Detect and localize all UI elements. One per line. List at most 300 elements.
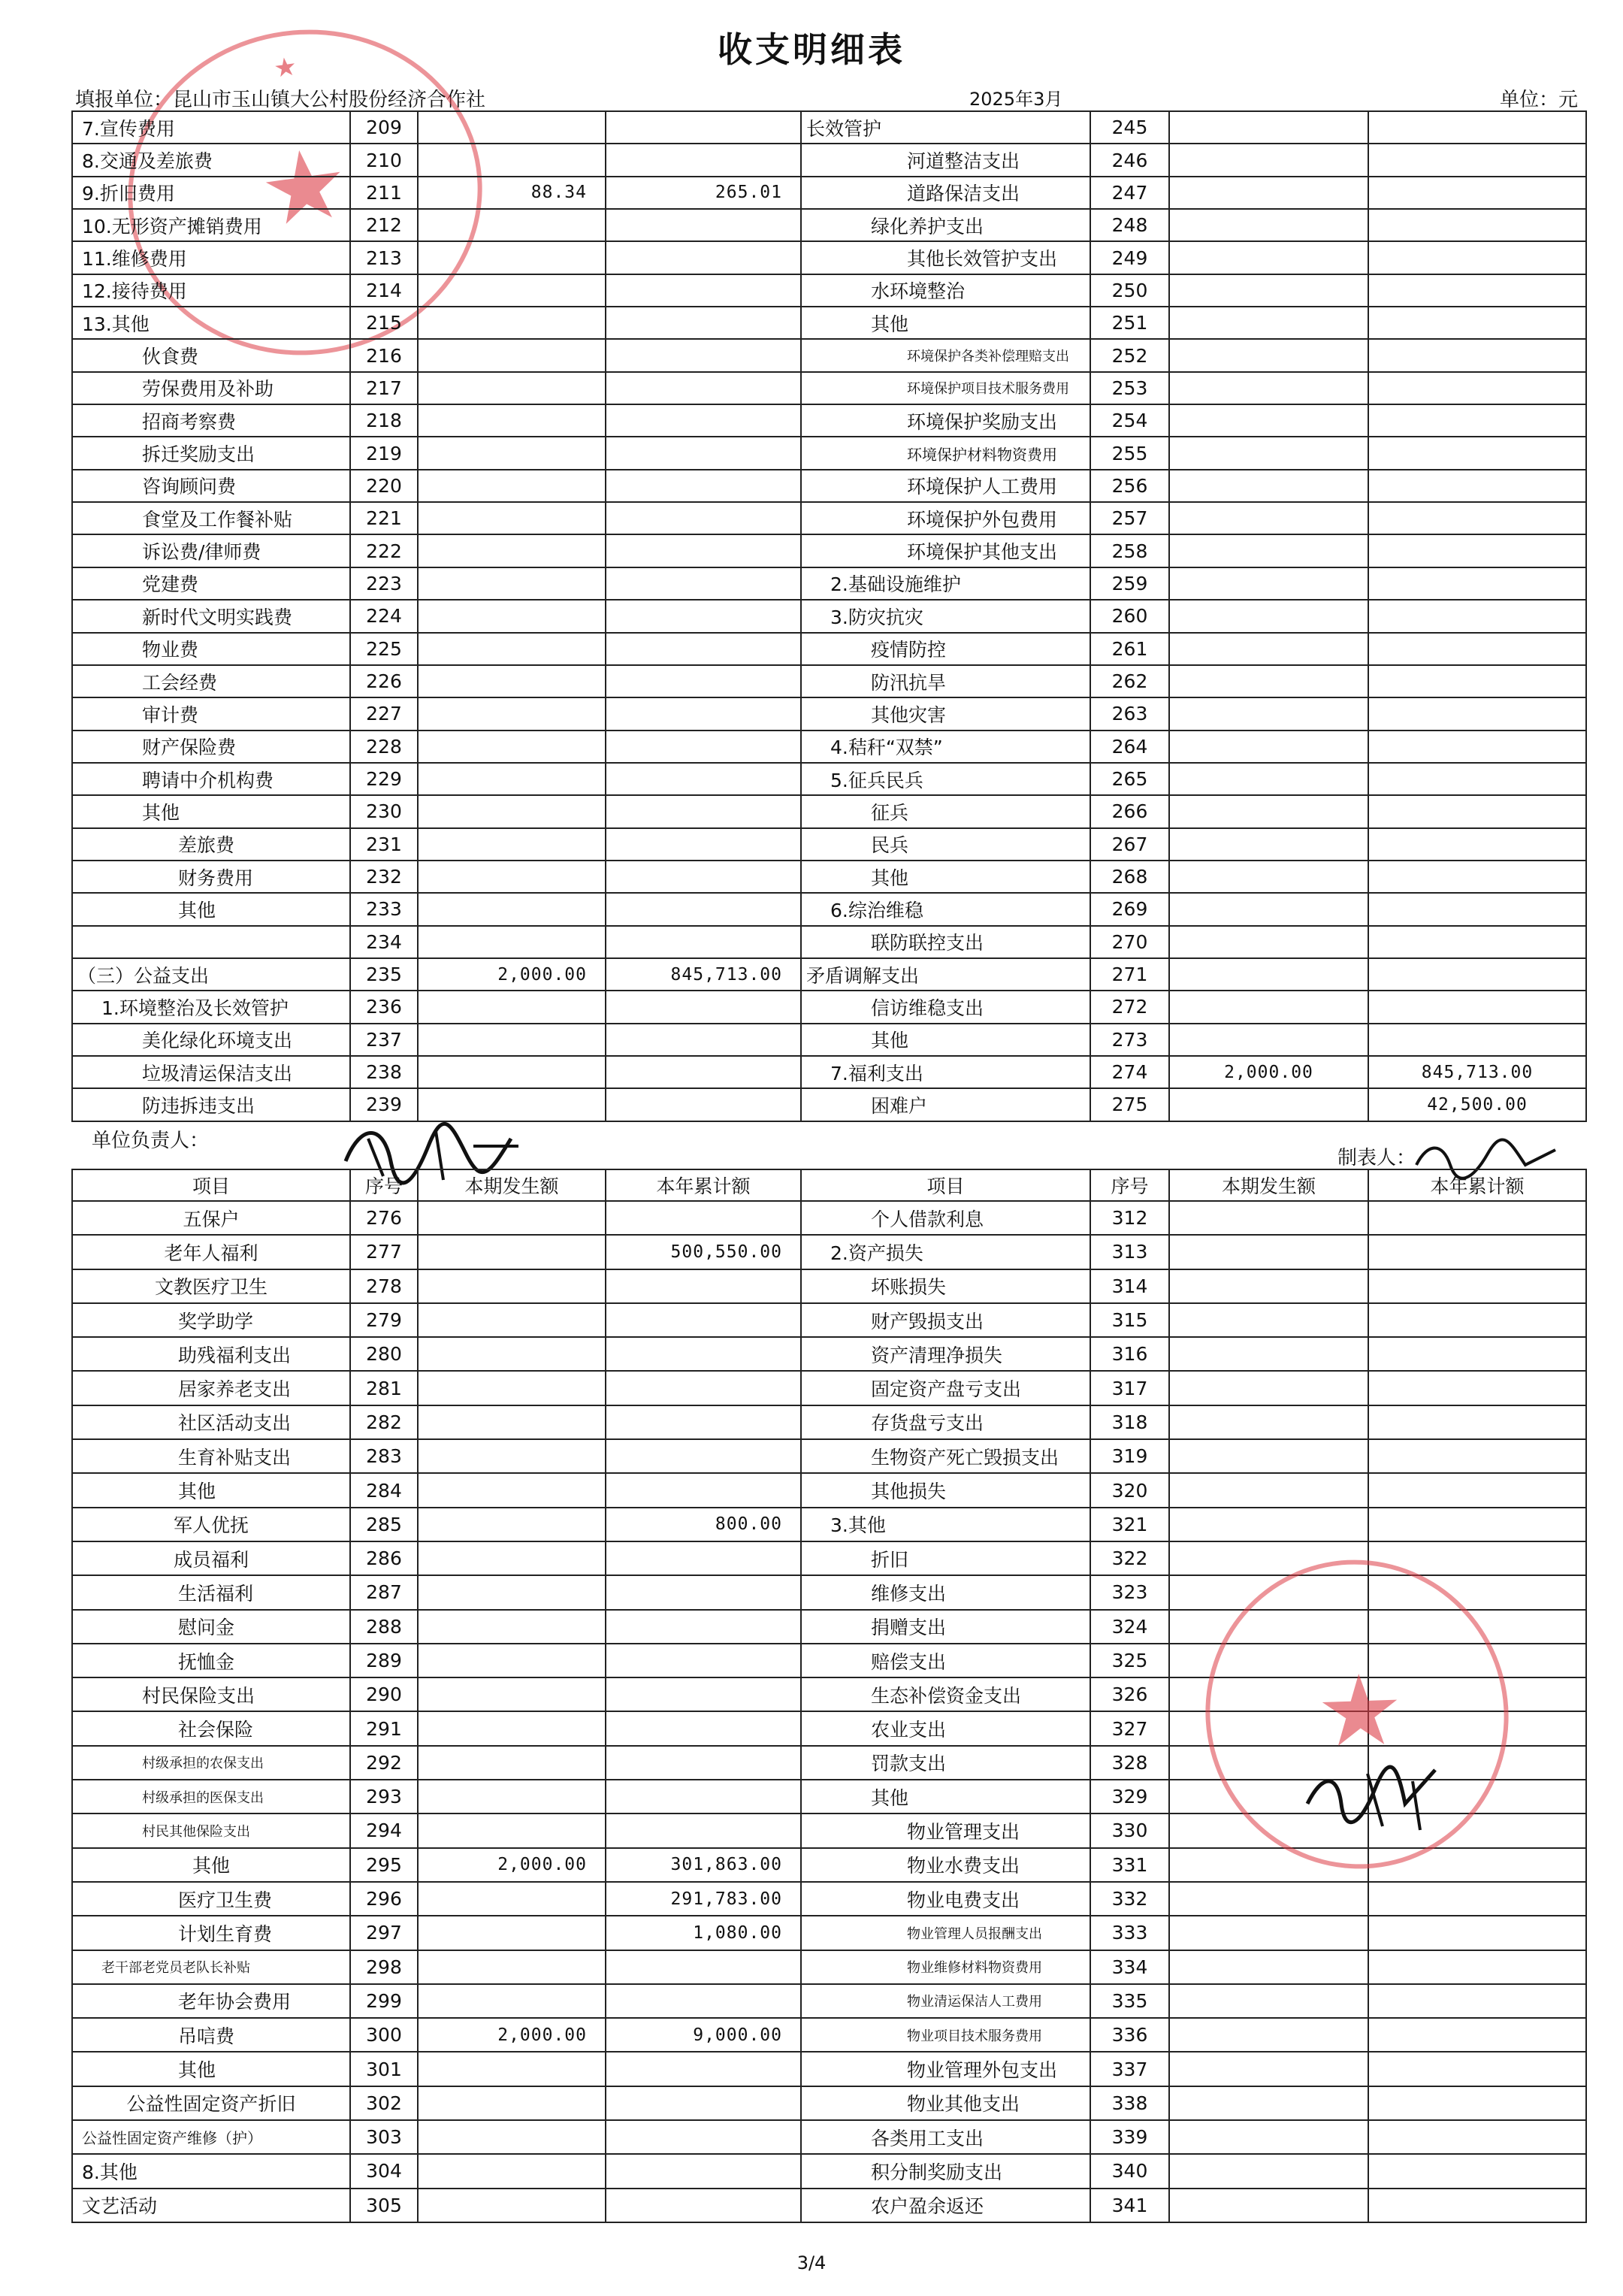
current-amount	[418, 241, 606, 274]
current-amount	[418, 1644, 606, 1677]
item-name: 新时代文明实践费	[72, 600, 350, 632]
current-amount	[418, 1337, 606, 1371]
seq-number: 237	[350, 1024, 418, 1056]
item-name: 农业支出	[801, 1711, 1090, 1745]
current-amount	[418, 437, 606, 469]
ytd-amount	[606, 1984, 801, 2018]
current-amount	[418, 1269, 606, 1303]
item-name: 差旅费	[72, 828, 350, 861]
current-amount	[418, 339, 606, 371]
current-amount	[1169, 1916, 1368, 1950]
currency-unit: 单位：元	[1499, 89, 1578, 111]
seq-number: 216	[350, 339, 418, 371]
item-name: 老干部老党员老队长补贴	[72, 1950, 350, 1984]
item-name: 2.资产损失	[801, 1235, 1090, 1269]
current-amount	[1169, 339, 1368, 371]
item-name: 物业其他支出	[801, 2086, 1090, 2120]
item-name: 五保户	[72, 1201, 350, 1235]
item-name: 助残福利支出	[72, 1337, 350, 1371]
seq-number: 275	[1090, 1088, 1169, 1121]
current-amount	[1169, 1984, 1368, 2018]
item-name: 3.防灾抗灾	[801, 600, 1090, 632]
current-amount	[1169, 241, 1368, 274]
table-row	[72, 274, 1586, 307]
ytd-amount	[606, 2189, 801, 2222]
seq-number: 215	[350, 307, 418, 339]
table-row	[72, 1303, 1586, 1337]
item-name: 矛盾调解支出	[801, 958, 1090, 991]
current-amount	[418, 111, 606, 144]
col-header-ytd: 本年累计额	[1368, 1169, 1586, 1201]
current-amount	[1169, 209, 1368, 241]
current-amount	[418, 1677, 606, 1711]
table-row	[72, 1473, 1586, 1507]
ytd-amount	[1368, 1235, 1586, 1269]
current-amount	[1169, 893, 1368, 925]
current-amount: 2,000.00	[1169, 1056, 1368, 1088]
seq-number: 303	[350, 2120, 418, 2154]
current-amount	[418, 1473, 606, 1507]
ytd-amount	[606, 470, 801, 502]
table-row	[72, 1088, 1586, 1121]
item-name: 长效管护	[801, 111, 1090, 144]
seq-number: 284	[350, 1473, 418, 1507]
table-row	[72, 763, 1586, 795]
ytd-amount	[606, 111, 801, 144]
current-amount	[1169, 404, 1368, 437]
ytd-amount	[606, 307, 801, 339]
ytd-amount	[606, 241, 801, 274]
ytd-amount	[1368, 437, 1586, 469]
seq-number: 221	[350, 502, 418, 534]
table-row	[72, 567, 1586, 600]
ytd-amount	[606, 372, 801, 404]
seq-number: 316	[1090, 1337, 1169, 1371]
current-amount	[418, 991, 606, 1023]
seq-number: 225	[350, 633, 418, 665]
seq-number: 288	[350, 1610, 418, 1644]
table-row	[72, 600, 1586, 632]
item-name: 环境保护材料物资费用	[801, 437, 1090, 469]
ytd-amount	[606, 339, 801, 371]
current-amount: 2,000.00	[418, 2018, 606, 2052]
current-amount: 88.34	[418, 177, 606, 209]
col-header-current: 本期发生额	[1169, 1169, 1368, 1201]
item-name: 道路保洁支出	[801, 177, 1090, 209]
current-amount	[1169, 828, 1368, 861]
seq-number: 214	[350, 274, 418, 307]
item-name: 文教医疗卫生	[72, 1269, 350, 1303]
seq-number: 313	[1090, 1235, 1169, 1269]
table-row	[72, 893, 1586, 925]
item-name: 党建费	[72, 567, 350, 600]
current-amount	[1169, 274, 1368, 307]
ytd-amount	[606, 274, 801, 307]
item-name: 招商考察费	[72, 404, 350, 437]
ytd-amount	[1368, 2052, 1586, 2086]
seq-number: 323	[1090, 1575, 1169, 1609]
ytd-amount	[1368, 1337, 1586, 1371]
table-row	[72, 665, 1586, 697]
table-row	[72, 731, 1586, 763]
current-amount	[1169, 958, 1368, 991]
item-name: （三）公益支出	[72, 958, 350, 991]
item-name: 6.综治维稳	[801, 893, 1090, 925]
table-row	[72, 437, 1586, 469]
table-row	[72, 1235, 1586, 1269]
item-name: 1.环境整治及长效管护	[72, 991, 350, 1023]
ytd-amount	[606, 828, 801, 861]
seq-number: 279	[350, 1303, 418, 1337]
current-amount	[1169, 1024, 1368, 1056]
ytd-amount	[606, 861, 801, 893]
item-name: 垃圾清运保洁支出	[72, 1056, 350, 1088]
ytd-amount	[1368, 534, 1586, 567]
table-row	[72, 2018, 1586, 2052]
current-amount	[1169, 372, 1368, 404]
item-name: 生物资产死亡毁损支出	[801, 1439, 1090, 1473]
current-amount	[1169, 991, 1368, 1023]
current-amount	[418, 404, 606, 437]
seq-number: 281	[350, 1371, 418, 1405]
item-name: 财产毁损支出	[801, 1303, 1090, 1337]
col-header-ytd: 本年累计额	[606, 1169, 801, 1201]
item-name: 资产清理净损失	[801, 1337, 1090, 1371]
current-amount	[418, 1056, 606, 1088]
seq-number: 332	[1090, 1882, 1169, 1916]
item-name: 其他	[801, 1780, 1090, 1814]
current-amount	[418, 1780, 606, 1814]
ytd-amount: 9,000.00	[606, 2018, 801, 2052]
current-amount	[1169, 1371, 1368, 1405]
table-row	[72, 926, 1586, 958]
item-name: 聘请中介机构费	[72, 763, 350, 795]
ytd-amount	[606, 1056, 801, 1088]
item-name: 慰问金	[72, 1610, 350, 1644]
seq-number: 223	[350, 567, 418, 600]
seq-number: 296	[350, 1882, 418, 1916]
item-name: 环境保护其他支出	[801, 534, 1090, 567]
ytd-amount	[1368, 633, 1586, 665]
seq-number: 278	[350, 1269, 418, 1303]
current-amount	[1169, 665, 1368, 697]
item-name: 5.征兵民兵	[801, 763, 1090, 795]
table-row	[72, 502, 1586, 534]
seq-number: 266	[1090, 795, 1169, 827]
current-amount	[1169, 1201, 1368, 1235]
ytd-amount	[606, 763, 801, 795]
ytd-amount	[606, 209, 801, 241]
seq-number: 334	[1090, 1950, 1169, 1984]
seq-number: 340	[1090, 2154, 1169, 2188]
item-name: 环境保护奖励支出	[801, 404, 1090, 437]
col-header-seq: 序号	[350, 1169, 418, 1201]
current-amount	[418, 274, 606, 307]
current-amount	[418, 1711, 606, 1745]
ytd-amount	[606, 1337, 801, 1371]
item-name: 维修支出	[801, 1575, 1090, 1609]
seq-number: 260	[1090, 600, 1169, 632]
item-name	[72, 926, 350, 958]
current-amount	[1169, 763, 1368, 795]
seq-number: 274	[1090, 1056, 1169, 1088]
seq-number: 251	[1090, 307, 1169, 339]
ytd-amount	[1368, 1405, 1586, 1439]
seq-number: 315	[1090, 1303, 1169, 1337]
item-name: 10.无形资产摊销费用	[72, 209, 350, 241]
item-name: 计划生育费	[72, 1916, 350, 1950]
table-row	[72, 470, 1586, 502]
ytd-amount	[606, 1303, 801, 1337]
ytd-amount: 800.00	[606, 1508, 801, 1541]
seq-number: 330	[1090, 1814, 1169, 1847]
item-name: 村级承担的医保支出	[72, 1780, 350, 1814]
item-name: 农户盈余返还	[801, 2189, 1090, 2222]
seq-number: 267	[1090, 828, 1169, 861]
ytd-amount	[1368, 1916, 1586, 1950]
current-amount	[418, 567, 606, 600]
item-name: 防违拆违支出	[72, 1088, 350, 1121]
current-amount	[418, 2052, 606, 2086]
current-amount	[418, 893, 606, 925]
ytd-amount	[606, 502, 801, 534]
item-name: 社区活动支出	[72, 1405, 350, 1439]
current-amount	[1169, 2120, 1368, 2154]
item-name: 审计费	[72, 697, 350, 730]
item-name: 8.交通及差旅费	[72, 144, 350, 176]
seq-number: 328	[1090, 1746, 1169, 1780]
seq-number: 238	[350, 1056, 418, 1088]
table-row	[72, 1950, 1586, 1984]
seq-number: 224	[350, 600, 418, 632]
current-amount	[418, 2189, 606, 2222]
current-amount	[418, 1405, 606, 1439]
current-amount	[418, 926, 606, 958]
seq-number: 291	[350, 1711, 418, 1745]
current-amount	[1169, 633, 1368, 665]
seq-number: 317	[1090, 1371, 1169, 1405]
seq-number: 295	[350, 1848, 418, 1882]
item-name: 公益性固定资产维修（护）	[72, 2120, 350, 2154]
current-amount	[1169, 177, 1368, 209]
ytd-amount	[1368, 958, 1586, 991]
seq-number: 218	[350, 404, 418, 437]
seq-number: 285	[350, 1508, 418, 1541]
item-name: 7.宣传费用	[72, 111, 350, 144]
ytd-amount	[1368, 1950, 1586, 1984]
ytd-amount	[1368, 697, 1586, 730]
current-amount	[1169, 470, 1368, 502]
item-name: 个人借款利息	[801, 1201, 1090, 1235]
ytd-amount	[1368, 2154, 1586, 2188]
item-name: 军人优抚	[72, 1508, 350, 1541]
item-name: 物业维修材料物资费用	[801, 1950, 1090, 1984]
current-amount	[1169, 1088, 1368, 1121]
current-amount	[418, 209, 606, 241]
seq-number: 304	[350, 2154, 418, 2188]
seq-number: 339	[1090, 2120, 1169, 2154]
ytd-amount	[1368, 1201, 1586, 1235]
seq-number: 212	[350, 209, 418, 241]
seq-number: 294	[350, 1814, 418, 1847]
current-amount	[418, 1882, 606, 1916]
item-name: 疫情防控	[801, 633, 1090, 665]
current-amount	[418, 731, 606, 763]
current-amount	[418, 795, 606, 827]
item-name: 环境保护项目技术服务费用	[801, 372, 1090, 404]
item-name: 积分制奖励支出	[801, 2154, 1090, 2188]
ytd-amount	[1368, 241, 1586, 274]
ytd-amount	[1368, 502, 1586, 534]
item-name: 3.其他	[801, 1508, 1090, 1541]
item-name: 4.秸秆“双禁”	[801, 731, 1090, 763]
item-name: 物业费	[72, 633, 350, 665]
ytd-amount	[606, 1541, 801, 1575]
current-amount	[1169, 731, 1368, 763]
item-name: 吊唁费	[72, 2018, 350, 2052]
current-amount	[418, 1984, 606, 2018]
item-name: 绿化养护支出	[801, 209, 1090, 241]
supervisor-signature	[1300, 1759, 1450, 1834]
current-amount	[1169, 1235, 1368, 1269]
current-amount	[418, 1541, 606, 1575]
ytd-amount	[1368, 2086, 1586, 2120]
seq-number: 255	[1090, 437, 1169, 469]
current-amount	[1169, 1882, 1368, 1916]
table-row	[72, 2052, 1586, 2086]
seq-number: 326	[1090, 1677, 1169, 1711]
item-name: 伙食费	[72, 339, 350, 371]
item-name: 物业项目技术服务费用	[801, 2018, 1090, 2052]
table-row	[72, 697, 1586, 730]
current-amount	[418, 307, 606, 339]
seq-number: 210	[350, 144, 418, 176]
seq-number: 300	[350, 2018, 418, 2052]
seq-number: 280	[350, 1337, 418, 1371]
item-name: 美化绿化环境支出	[72, 1024, 350, 1056]
seq-number: 250	[1090, 274, 1169, 307]
item-name: 12.接待费用	[72, 274, 350, 307]
seq-number: 256	[1090, 470, 1169, 502]
item-name: 工会经费	[72, 665, 350, 697]
ytd-amount	[1368, 731, 1586, 763]
item-name: 其他灾害	[801, 697, 1090, 730]
ytd-amount: 265.01	[606, 177, 801, 209]
current-amount	[418, 828, 606, 861]
current-amount	[418, 2154, 606, 2188]
item-name: 物业管理支出	[801, 1814, 1090, 1847]
table-row	[72, 1056, 1586, 1088]
company-seal: ★ ★	[107, 7, 503, 377]
item-name: 物业水费支出	[801, 1848, 1090, 1882]
current-amount	[418, 633, 606, 665]
current-amount	[418, 534, 606, 567]
ytd-amount	[606, 1711, 801, 1745]
ytd-amount	[606, 600, 801, 632]
ytd-amount	[606, 633, 801, 665]
seq-number: 229	[350, 763, 418, 795]
item-name: 成员福利	[72, 1541, 350, 1575]
ytd-amount	[606, 2154, 801, 2188]
item-name: 村民保险支出	[72, 1677, 350, 1711]
item-name: 其他	[72, 893, 350, 925]
item-name: 物业管理外包支出	[801, 2052, 1090, 2086]
seq-number: 331	[1090, 1848, 1169, 1882]
item-name: 咨询顾问费	[72, 470, 350, 502]
seq-number: 297	[350, 1916, 418, 1950]
ytd-amount	[1368, 567, 1586, 600]
current-amount	[1169, 437, 1368, 469]
ytd-amount	[606, 2086, 801, 2120]
seq-number: 227	[350, 697, 418, 730]
item-name: 信访维稳支出	[801, 991, 1090, 1023]
seq-number: 209	[350, 111, 418, 144]
current-amount	[418, 1235, 606, 1269]
item-name: 困难户	[801, 1088, 1090, 1121]
seq-number: 213	[350, 241, 418, 274]
page-number: 3/4	[796, 2252, 827, 2273]
item-name: 环境保护人工费用	[801, 470, 1090, 502]
seq-number: 287	[350, 1575, 418, 1609]
table-row	[72, 1371, 1586, 1405]
table-row	[72, 144, 1586, 176]
current-amount	[418, 1201, 606, 1235]
table-row	[72, 2120, 1586, 2154]
report-period: 2025年3月	[969, 89, 1063, 110]
item-name: 劳保费用及补助	[72, 372, 350, 404]
ytd-amount	[1368, 307, 1586, 339]
table-row	[72, 404, 1586, 437]
table-row	[72, 633, 1586, 665]
current-amount	[418, 1610, 606, 1644]
item-name: 物业电费支出	[801, 1882, 1090, 1916]
current-amount	[1169, 1337, 1368, 1371]
ytd-amount	[606, 2120, 801, 2154]
seq-number: 325	[1090, 1644, 1169, 1677]
seq-number: 273	[1090, 1024, 1169, 1056]
item-name: 河道整洁支出	[801, 144, 1090, 176]
ytd-amount	[1368, 2018, 1586, 2052]
seq-number: 270	[1090, 926, 1169, 958]
table-row	[72, 828, 1586, 861]
current-amount	[418, 2120, 606, 2154]
seq-number: 235	[350, 958, 418, 991]
ytd-amount	[1368, 1371, 1586, 1405]
table-row	[72, 241, 1586, 274]
seq-number: 249	[1090, 241, 1169, 274]
item-name: 11.维修费用	[72, 241, 350, 274]
ytd-amount	[1368, 2120, 1586, 2154]
current-amount	[418, 470, 606, 502]
principal-label: 单位负责人：	[92, 1130, 210, 1152]
seq-number: 337	[1090, 2052, 1169, 2086]
ytd-amount	[606, 1201, 801, 1235]
seq-number: 298	[350, 1950, 418, 1984]
col-header-item: 项目	[801, 1169, 1090, 1201]
item-name: 9.折旧费用	[72, 177, 350, 209]
item-name: 联防联控支出	[801, 926, 1090, 958]
seq-number: 261	[1090, 633, 1169, 665]
seq-number: 254	[1090, 404, 1169, 437]
ytd-amount	[1368, 893, 1586, 925]
current-amount	[1169, 1473, 1368, 1507]
col-header-seq: 序号	[1090, 1169, 1169, 1201]
item-name: 7.福利支出	[801, 1056, 1090, 1088]
current-amount	[418, 1950, 606, 1984]
table-row	[72, 1439, 1586, 1473]
ytd-amount	[1368, 665, 1586, 697]
ytd-amount	[606, 1677, 801, 1711]
